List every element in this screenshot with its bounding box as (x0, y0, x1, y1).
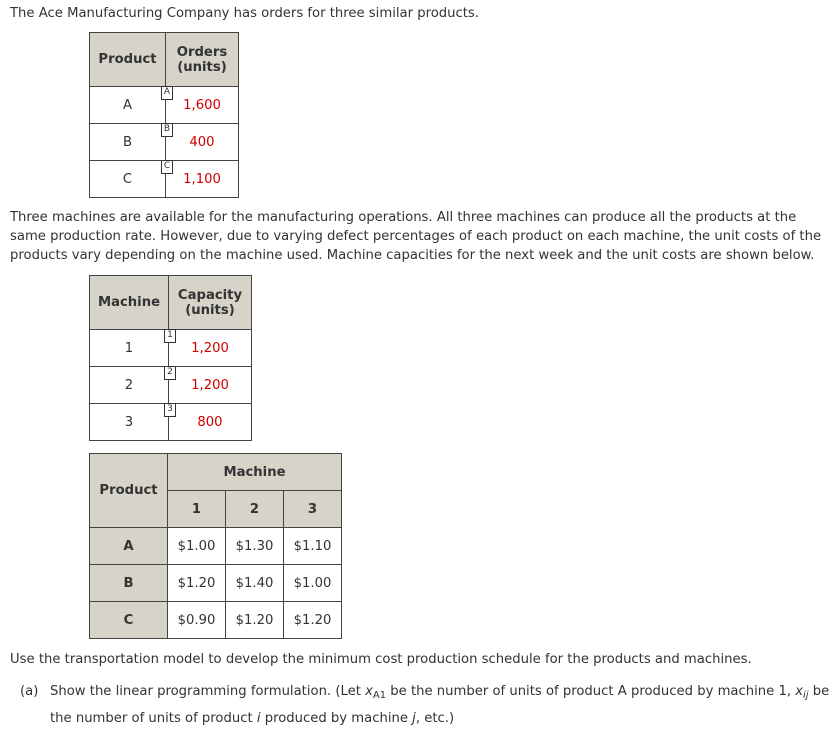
demand-node-marker: A (161, 86, 173, 100)
cost-table (89, 453, 342, 639)
demand-node-marker: B (161, 123, 173, 137)
capacity-table-header-machine: Machine (90, 276, 169, 330)
intro-text: The Ace Manufacturing Company has orders for three similar products. (10, 6, 479, 21)
cost-table-machine-2: 2 (226, 491, 284, 528)
part-a-label: (a) (20, 684, 39, 699)
orders-cell: C 1,100 (166, 161, 239, 198)
cost-cell: $1.20 (284, 602, 342, 639)
orders-table-header-orders (166, 33, 239, 87)
table-row (90, 161, 239, 198)
supply-node-marker: 2 (164, 366, 176, 380)
machine-cell: 1 (90, 330, 169, 367)
table-row (90, 330, 252, 367)
table-row (90, 602, 342, 639)
supply-node-marker: 3 (164, 403, 176, 417)
orders-cell: A 1,600 (166, 87, 239, 124)
capacity-table (89, 275, 252, 441)
instruction-text: Use the transportation model to develop the minimum cost production schedule for the products and machines. (10, 652, 752, 667)
orders-header-line2: (units) (177, 59, 227, 75)
machine-cell: 2 (90, 367, 169, 404)
part-a-question: (a) Show the linear programming formulation. (Let $x_{A1}$ be the number of units of product A produced by machine 1, $x_{ij}$ be the number of units of product i produced by machine j, etc.) (20, 680, 835, 730)
orders-table (89, 32, 239, 198)
table-row (90, 404, 252, 441)
product-cell: B (90, 124, 166, 161)
capacity-header-line2: (units) (185, 302, 235, 318)
capacity-cell: 3 800 (169, 404, 252, 441)
orders-header-line1: Orders (176, 44, 228, 60)
cost-cell: $1.10 (284, 528, 342, 565)
cost-row-product: C (90, 602, 168, 639)
table-row (90, 565, 342, 602)
capacity-table-header-capacity (169, 276, 252, 330)
cost-table-header-machine: Machine (168, 454, 342, 491)
machine-cell: 3 (90, 404, 169, 441)
cost-cell: $1.00 (168, 528, 226, 565)
supply-node-marker: 1 (164, 329, 176, 343)
capacity-cell: 1 1,200 (169, 330, 252, 367)
cost-table-machine-3: 3 (284, 491, 342, 528)
orders-cell: B 400 (166, 124, 239, 161)
cost-table-header-product: Product (90, 454, 168, 528)
table-row (90, 87, 239, 124)
cost-cell: $1.20 (168, 565, 226, 602)
orders-table-header-product: Product (90, 33, 166, 87)
cost-cell: $1.20 (226, 602, 284, 639)
machines-paragraph: Three machines are available for the manufacturing operations. All three machines can produce all the products at the same production rate. However, due to varying defect percentages of each product on each machine, the unit costs of the products vary depending on the machine used. Machine capacities for the next week and the unit costs are shown below. (10, 210, 822, 263)
table-row (90, 124, 239, 161)
cost-cell: $0.90 (168, 602, 226, 639)
cost-row-product: B (90, 565, 168, 602)
table-row (90, 528, 342, 565)
cost-row-product: A (90, 528, 168, 565)
cost-cell: $1.00 (284, 565, 342, 602)
capacity-header-line1: Capacity (177, 287, 243, 303)
demand-node-marker: C (161, 160, 173, 174)
cost-table-machine-1: 1 (168, 491, 226, 528)
cost-cell: $1.40 (226, 565, 284, 602)
table-row (90, 367, 252, 404)
cost-cell: $1.30 (226, 528, 284, 565)
capacity-cell: 2 1,200 (169, 367, 252, 404)
product-cell: C (90, 161, 166, 198)
product-cell: A (90, 87, 166, 124)
